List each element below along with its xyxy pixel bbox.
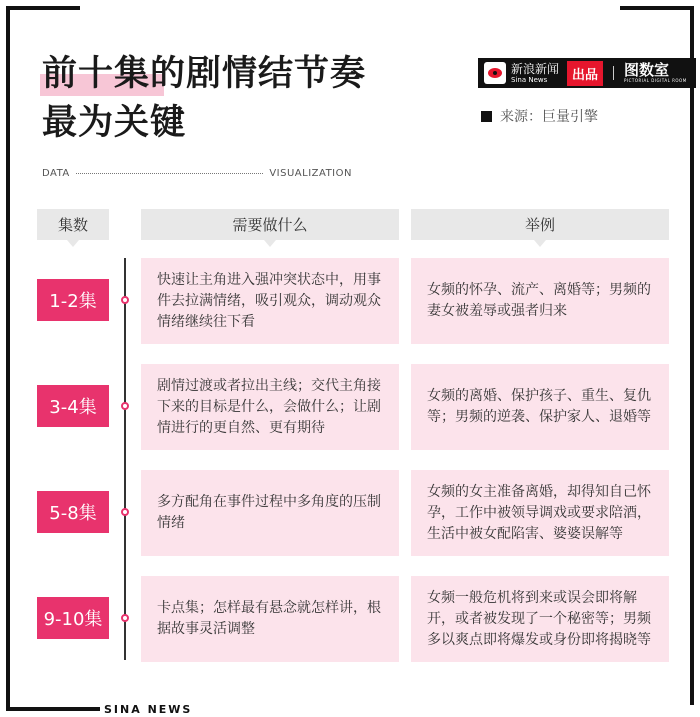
sina-brand-cn: 新浪新闻 xyxy=(511,61,560,76)
sina-brand-en: Sina News xyxy=(511,75,548,84)
dv-left-label: DATA xyxy=(42,168,70,179)
timeline-node-icon xyxy=(121,402,129,410)
example-cell: 女频的怀孕、流产、离婚等；男频的妻女被羞辱或强者归来 xyxy=(411,258,669,344)
tushuguan-en: PICTORIAL DIGITAL ROOM xyxy=(624,78,687,83)
produced-badge: 出品 xyxy=(567,61,603,86)
episode-badge: 1-2集 xyxy=(37,279,109,321)
need-cell: 快速让主角进入强冲突状态中，用事件去拉满情绪，吸引观众，调动观众情绪继续往下看 xyxy=(141,258,399,344)
title-line-1: 前十集的剧情结节奏 xyxy=(42,54,367,94)
dotted-rule xyxy=(76,173,264,174)
header-need: 需要做什么 xyxy=(141,209,399,240)
example-cell: 女频的离婚、保护孩子、重生、复仇等；男频的逆袭、保护家人、退婚等 xyxy=(411,364,669,450)
need-cell: 剧情过渡或者拉出主线；交代主角接下来的目标是什么，会做什么；让剧情进行的更自然、更有期待 xyxy=(141,364,399,450)
timeline-node-icon xyxy=(121,614,129,622)
frame-gap xyxy=(170,705,700,717)
timeline-node-icon xyxy=(121,296,129,304)
episode-badge: 9-10集 xyxy=(37,597,109,639)
timeline-line xyxy=(124,258,126,660)
square-bullet-icon xyxy=(481,111,492,122)
example-cell: 女频一般危机将到来或误会即将解开，或者被发现了一个秘密等；男频多以爽点即将爆发或身份即将揭晓等 xyxy=(411,576,669,662)
tushuguan-cn: 图数室 xyxy=(624,61,670,79)
need-cell: 卡点集；怎样最有悬念就怎样讲，根据故事灵活调整 xyxy=(141,576,399,662)
tushuguan-logo xyxy=(624,63,687,83)
source-line xyxy=(481,106,598,126)
timeline-node-icon xyxy=(121,508,129,516)
brand-divider xyxy=(613,66,614,80)
data-visualization-rule xyxy=(42,168,352,179)
need-cell: 多方配角在事件过程中多角度的压制情绪 xyxy=(141,470,399,556)
title-line-2: 最为关键 xyxy=(42,103,187,143)
footer-brand: SINA NEWS xyxy=(100,703,196,716)
episode-badge: 5-8集 xyxy=(37,491,109,533)
sina-news-brand xyxy=(511,63,559,84)
source-text: 来源：巨量引擎 xyxy=(500,109,598,125)
episode-badge: 3-4集 xyxy=(37,385,109,427)
frame-gap xyxy=(80,0,620,12)
dv-right-label: VISUALIZATION xyxy=(269,168,352,179)
header-example: 举例 xyxy=(411,209,669,240)
page-title xyxy=(42,50,366,148)
header-episodes: 集数 xyxy=(37,209,109,240)
brand-bar xyxy=(478,58,696,88)
example-cell: 女频的女主准备离婚，却得知自己怀孕，工作中被领导调戏或要求陪酒，生活中被女配陷害、婆婆误解等 xyxy=(411,470,669,556)
sina-logo-icon xyxy=(484,62,506,84)
